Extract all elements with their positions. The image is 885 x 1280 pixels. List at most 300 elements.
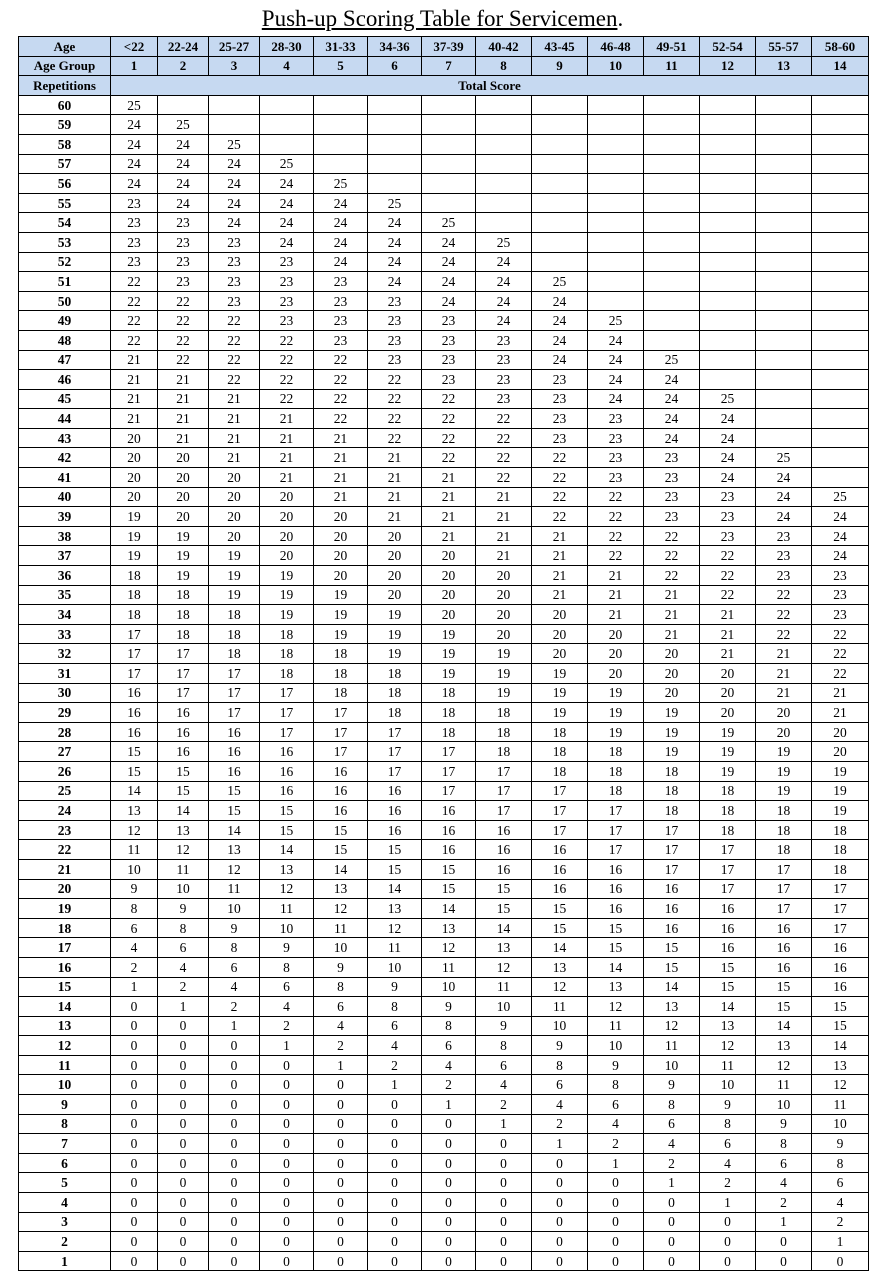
repetitions-cell: 27 bbox=[19, 742, 111, 762]
score-cell: 1 bbox=[111, 977, 158, 997]
score-cell: 16 bbox=[111, 703, 158, 723]
score-cell: 20 bbox=[260, 526, 314, 546]
score-cell: 20 bbox=[314, 507, 368, 527]
score-cell: 0 bbox=[158, 1055, 209, 1075]
score-cell: 15 bbox=[476, 899, 532, 919]
score-cell: 9 bbox=[756, 1114, 812, 1134]
score-cell: 0 bbox=[812, 1251, 869, 1271]
score-cell: 8 bbox=[476, 1036, 532, 1056]
score-cell: 18 bbox=[368, 683, 422, 703]
score-cell: 24 bbox=[476, 272, 532, 292]
score-cell: 24 bbox=[368, 272, 422, 292]
score-cell bbox=[756, 272, 812, 292]
score-cell: 20 bbox=[812, 722, 869, 742]
score-cell: 24 bbox=[644, 409, 700, 429]
table-row bbox=[19, 820, 869, 840]
score-cell: 11 bbox=[422, 957, 476, 977]
score-cell: 9 bbox=[314, 957, 368, 977]
score-cell: 6 bbox=[209, 957, 260, 977]
score-cell bbox=[756, 389, 812, 409]
repetitions-cell: 49 bbox=[19, 311, 111, 331]
score-cell: 8 bbox=[111, 899, 158, 919]
score-cell: 17 bbox=[158, 664, 209, 684]
score-cell: 17 bbox=[111, 644, 158, 664]
score-cell: 9 bbox=[111, 879, 158, 899]
score-cell: 0 bbox=[260, 1232, 314, 1252]
score-cell: 24 bbox=[532, 350, 588, 370]
score-cell bbox=[368, 174, 422, 194]
repetitions-cell: 2 bbox=[19, 1232, 111, 1252]
score-cell: 24 bbox=[422, 252, 476, 272]
score-cell: 24 bbox=[314, 232, 368, 252]
repetitions-cell: 4 bbox=[19, 1193, 111, 1213]
score-cell: 24 bbox=[588, 330, 644, 350]
score-cell: 17 bbox=[644, 840, 700, 860]
score-cell bbox=[476, 95, 532, 115]
score-cell bbox=[756, 350, 812, 370]
score-cell bbox=[812, 311, 869, 331]
score-cell bbox=[644, 252, 700, 272]
score-cell bbox=[812, 370, 869, 390]
score-cell: 1 bbox=[588, 1153, 644, 1173]
score-cell: 0 bbox=[368, 1251, 422, 1271]
score-cell: 17 bbox=[314, 742, 368, 762]
age-range-cell: 55-57 bbox=[756, 37, 812, 57]
score-cell: 20 bbox=[812, 742, 869, 762]
score-cell: 19 bbox=[422, 624, 476, 644]
age-group-cell: 11 bbox=[644, 56, 700, 76]
score-cell: 23 bbox=[532, 428, 588, 448]
score-cell bbox=[368, 95, 422, 115]
score-cell: 16 bbox=[644, 879, 700, 899]
score-cell bbox=[588, 213, 644, 233]
age-range-cell: 22-24 bbox=[158, 37, 209, 57]
score-cell: 11 bbox=[476, 977, 532, 997]
score-cell: 21 bbox=[700, 605, 756, 625]
score-cell: 25 bbox=[368, 193, 422, 213]
repetitions-cell: 5 bbox=[19, 1173, 111, 1193]
score-cell: 18 bbox=[644, 761, 700, 781]
repetitions-cell: 34 bbox=[19, 605, 111, 625]
score-cell: 4 bbox=[756, 1173, 812, 1193]
table-row bbox=[19, 1095, 869, 1115]
score-cell: 18 bbox=[812, 840, 869, 860]
score-cell: 0 bbox=[260, 1212, 314, 1232]
score-cell: 0 bbox=[476, 1232, 532, 1252]
age-group-cell: 13 bbox=[756, 56, 812, 76]
score-cell: 16 bbox=[812, 977, 869, 997]
score-cell: 24 bbox=[158, 193, 209, 213]
score-cell: 16 bbox=[588, 859, 644, 879]
score-cell: 0 bbox=[260, 1193, 314, 1213]
score-cell: 0 bbox=[260, 1134, 314, 1154]
score-cell: 17 bbox=[812, 918, 869, 938]
score-cell: 22 bbox=[111, 330, 158, 350]
score-cell: 16 bbox=[422, 820, 476, 840]
score-cell: 24 bbox=[812, 526, 869, 546]
score-cell bbox=[476, 115, 532, 135]
score-cell: 9 bbox=[812, 1134, 869, 1154]
score-cell: 25 bbox=[314, 174, 368, 194]
score-cell bbox=[644, 154, 700, 174]
score-cell: 0 bbox=[111, 997, 158, 1017]
table-row bbox=[19, 1193, 869, 1213]
score-cell bbox=[588, 174, 644, 194]
score-cell: 24 bbox=[700, 409, 756, 429]
score-cell: 1 bbox=[158, 997, 209, 1017]
score-cell: 24 bbox=[422, 232, 476, 252]
score-cell: 24 bbox=[314, 252, 368, 272]
score-cell: 15 bbox=[260, 820, 314, 840]
score-cell: 24 bbox=[588, 370, 644, 390]
score-cell: 6 bbox=[476, 1055, 532, 1075]
score-cell: 23 bbox=[476, 350, 532, 370]
score-cell: 12 bbox=[314, 899, 368, 919]
score-cell: 22 bbox=[158, 311, 209, 331]
score-cell: 23 bbox=[111, 252, 158, 272]
table-row bbox=[19, 644, 869, 664]
score-cell: 21 bbox=[111, 350, 158, 370]
score-cell: 22 bbox=[314, 389, 368, 409]
score-cell bbox=[260, 95, 314, 115]
score-cell: 20 bbox=[476, 605, 532, 625]
score-cell: 6 bbox=[700, 1134, 756, 1154]
score-cell: 15 bbox=[588, 938, 644, 958]
score-cell: 23 bbox=[812, 585, 869, 605]
score-cell: 17 bbox=[644, 859, 700, 879]
score-cell: 6 bbox=[756, 1153, 812, 1173]
score-cell: 0 bbox=[111, 1193, 158, 1213]
table-row bbox=[19, 605, 869, 625]
score-cell bbox=[588, 115, 644, 135]
score-cell: 0 bbox=[158, 1075, 209, 1095]
score-cell: 21 bbox=[756, 683, 812, 703]
score-cell: 18 bbox=[644, 781, 700, 801]
score-cell: 0 bbox=[158, 1232, 209, 1252]
score-cell: 21 bbox=[158, 389, 209, 409]
document-title bbox=[0, 4, 885, 34]
score-cell bbox=[700, 330, 756, 350]
score-cell: 25 bbox=[812, 487, 869, 507]
score-cell: 12 bbox=[812, 1075, 869, 1095]
score-cell: 0 bbox=[260, 1114, 314, 1134]
score-cell: 17 bbox=[756, 859, 812, 879]
score-cell: 4 bbox=[700, 1153, 756, 1173]
score-cell: 17 bbox=[588, 820, 644, 840]
score-cell: 13 bbox=[422, 918, 476, 938]
table-row bbox=[19, 938, 869, 958]
score-cell: 13 bbox=[588, 977, 644, 997]
score-cell: 15 bbox=[700, 977, 756, 997]
score-cell: 19 bbox=[422, 644, 476, 664]
score-cell: 20 bbox=[314, 546, 368, 566]
score-cell: 20 bbox=[158, 507, 209, 527]
score-cell: 16 bbox=[532, 879, 588, 899]
score-cell: 20 bbox=[422, 566, 476, 586]
score-cell bbox=[812, 291, 869, 311]
score-cell: 1 bbox=[700, 1193, 756, 1213]
score-cell: 19 bbox=[476, 683, 532, 703]
score-cell: 14 bbox=[700, 997, 756, 1017]
score-cell: 19 bbox=[260, 585, 314, 605]
age-group-cell: 5 bbox=[314, 56, 368, 76]
score-cell bbox=[812, 409, 869, 429]
score-cell: 9 bbox=[644, 1075, 700, 1095]
table-row bbox=[19, 232, 869, 252]
score-cell: 22 bbox=[209, 311, 260, 331]
score-cell: 21 bbox=[209, 428, 260, 448]
score-cell: 21 bbox=[588, 566, 644, 586]
score-cell: 0 bbox=[111, 1212, 158, 1232]
score-cell: 22 bbox=[158, 350, 209, 370]
score-cell: 23 bbox=[700, 487, 756, 507]
score-cell: 24 bbox=[422, 272, 476, 292]
score-cell: 0 bbox=[756, 1232, 812, 1252]
score-cell bbox=[812, 330, 869, 350]
table-row bbox=[19, 507, 869, 527]
score-cell: 0 bbox=[260, 1153, 314, 1173]
score-cell bbox=[756, 370, 812, 390]
score-cell: 22 bbox=[532, 448, 588, 468]
score-cell: 24 bbox=[158, 174, 209, 194]
score-cell: 23 bbox=[588, 409, 644, 429]
score-cell: 6 bbox=[588, 1095, 644, 1115]
repetitions-cell: 23 bbox=[19, 820, 111, 840]
score-cell bbox=[812, 468, 869, 488]
score-cell: 15 bbox=[368, 840, 422, 860]
score-cell: 22 bbox=[476, 448, 532, 468]
table-row bbox=[19, 899, 869, 919]
score-cell: 22 bbox=[588, 487, 644, 507]
score-cell: 19 bbox=[812, 801, 869, 821]
score-cell bbox=[209, 115, 260, 135]
score-cell: 0 bbox=[209, 1173, 260, 1193]
score-cell: 0 bbox=[422, 1134, 476, 1154]
score-cell: 19 bbox=[812, 781, 869, 801]
repetitions-cell: 9 bbox=[19, 1095, 111, 1115]
score-cell: 21 bbox=[532, 546, 588, 566]
score-cell: 6 bbox=[111, 918, 158, 938]
score-cell: 16 bbox=[158, 703, 209, 723]
score-cell bbox=[700, 291, 756, 311]
table-row bbox=[19, 722, 869, 742]
score-cell: 9 bbox=[260, 938, 314, 958]
repetitions-cell: 50 bbox=[19, 291, 111, 311]
score-cell: 18 bbox=[476, 703, 532, 723]
score-cell bbox=[812, 252, 869, 272]
score-cell bbox=[532, 252, 588, 272]
score-cell: 18 bbox=[588, 761, 644, 781]
score-cell: 0 bbox=[644, 1232, 700, 1252]
score-cell: 10 bbox=[644, 1055, 700, 1075]
score-cell: 25 bbox=[700, 389, 756, 409]
score-cell: 11 bbox=[111, 840, 158, 860]
repetitions-label: Repetitions bbox=[19, 76, 111, 96]
score-cell: 22 bbox=[756, 624, 812, 644]
score-cell: 19 bbox=[314, 605, 368, 625]
score-cell: 0 bbox=[314, 1251, 368, 1271]
score-cell: 20 bbox=[588, 624, 644, 644]
score-cell: 4 bbox=[422, 1055, 476, 1075]
score-cell: 13 bbox=[476, 938, 532, 958]
score-cell: 20 bbox=[368, 585, 422, 605]
age-group-cell: 14 bbox=[812, 56, 869, 76]
score-cell: 24 bbox=[260, 232, 314, 252]
score-cell: 18 bbox=[476, 722, 532, 742]
score-cell: 14 bbox=[588, 957, 644, 977]
score-cell: 21 bbox=[314, 428, 368, 448]
score-cell: 0 bbox=[111, 1036, 158, 1056]
score-cell: 15 bbox=[588, 918, 644, 938]
title-period: . bbox=[617, 6, 624, 31]
score-cell: 24 bbox=[111, 134, 158, 154]
table-row bbox=[19, 311, 869, 331]
score-cell: 2 bbox=[644, 1153, 700, 1173]
age-range-cell: 46-48 bbox=[588, 37, 644, 57]
score-cell: 0 bbox=[111, 1251, 158, 1271]
score-cell: 21 bbox=[756, 664, 812, 684]
score-cell: 8 bbox=[756, 1134, 812, 1154]
score-cell: 0 bbox=[209, 1095, 260, 1115]
age-label: Age bbox=[19, 37, 111, 57]
score-cell: 21 bbox=[158, 370, 209, 390]
repetitions-cell: 15 bbox=[19, 977, 111, 997]
score-cell: 22 bbox=[588, 507, 644, 527]
score-cell: 16 bbox=[700, 899, 756, 919]
score-cell: 8 bbox=[158, 918, 209, 938]
score-cell: 18 bbox=[260, 624, 314, 644]
score-cell bbox=[644, 272, 700, 292]
score-cell: 17 bbox=[260, 722, 314, 742]
score-cell: 14 bbox=[476, 918, 532, 938]
score-cell: 19 bbox=[644, 722, 700, 742]
score-cell: 16 bbox=[532, 859, 588, 879]
table-row bbox=[19, 703, 869, 723]
score-cell: 11 bbox=[700, 1055, 756, 1075]
table-row bbox=[19, 174, 869, 194]
score-cell: 10 bbox=[588, 1036, 644, 1056]
score-cell bbox=[422, 95, 476, 115]
score-cell: 0 bbox=[532, 1153, 588, 1173]
score-cell: 6 bbox=[812, 1173, 869, 1193]
repetitions-cell: 47 bbox=[19, 350, 111, 370]
score-cell: 8 bbox=[588, 1075, 644, 1095]
score-cell: 0 bbox=[532, 1193, 588, 1213]
score-cell: 19 bbox=[158, 546, 209, 566]
score-cell: 19 bbox=[756, 781, 812, 801]
score-cell: 20 bbox=[158, 468, 209, 488]
score-cell: 1 bbox=[260, 1036, 314, 1056]
score-cell: 6 bbox=[532, 1075, 588, 1095]
score-cell: 25 bbox=[588, 311, 644, 331]
score-cell: 22 bbox=[422, 428, 476, 448]
score-cell: 14 bbox=[756, 1016, 812, 1036]
score-cell: 9 bbox=[700, 1095, 756, 1115]
score-cell: 22 bbox=[314, 409, 368, 429]
score-cell: 17 bbox=[588, 801, 644, 821]
age-group-cell: 12 bbox=[700, 56, 756, 76]
table-row bbox=[19, 1153, 869, 1173]
score-cell: 15 bbox=[111, 761, 158, 781]
score-cell: 24 bbox=[812, 507, 869, 527]
score-cell: 6 bbox=[158, 938, 209, 958]
score-cell: 22 bbox=[532, 487, 588, 507]
score-cell: 17 bbox=[209, 683, 260, 703]
score-cell bbox=[700, 350, 756, 370]
score-cell: 12 bbox=[111, 820, 158, 840]
table-row bbox=[19, 585, 869, 605]
score-cell: 8 bbox=[314, 977, 368, 997]
score-cell: 18 bbox=[532, 761, 588, 781]
score-cell: 22 bbox=[700, 566, 756, 586]
score-cell: 20 bbox=[209, 526, 260, 546]
age-range-cell: 40-42 bbox=[476, 37, 532, 57]
score-cell: 16 bbox=[476, 840, 532, 860]
score-cell: 11 bbox=[644, 1036, 700, 1056]
score-cell: 20 bbox=[111, 448, 158, 468]
score-cell: 23 bbox=[314, 291, 368, 311]
score-cell: 16 bbox=[700, 938, 756, 958]
repetitions-cell: 19 bbox=[19, 899, 111, 919]
repetitions-cell: 28 bbox=[19, 722, 111, 742]
score-cell: 15 bbox=[700, 957, 756, 977]
score-cell: 23 bbox=[209, 291, 260, 311]
score-cell bbox=[532, 213, 588, 233]
age-group-cell: 8 bbox=[476, 56, 532, 76]
table-row bbox=[19, 95, 869, 115]
score-cell: 0 bbox=[209, 1055, 260, 1075]
repetitions-cell: 30 bbox=[19, 683, 111, 703]
score-cell: 13 bbox=[812, 1055, 869, 1075]
score-cell: 0 bbox=[209, 1036, 260, 1056]
score-cell: 22 bbox=[314, 370, 368, 390]
score-cell: 19 bbox=[260, 605, 314, 625]
score-cell: 23 bbox=[368, 291, 422, 311]
score-cell: 20 bbox=[314, 566, 368, 586]
age-group-cell: 9 bbox=[532, 56, 588, 76]
repetitions-cell: 18 bbox=[19, 918, 111, 938]
table-row bbox=[19, 1036, 869, 1056]
repetitions-cell: 37 bbox=[19, 546, 111, 566]
score-cell: 1 bbox=[209, 1016, 260, 1036]
repetitions-cell: 21 bbox=[19, 859, 111, 879]
score-cell: 12 bbox=[158, 840, 209, 860]
score-cell: 11 bbox=[756, 1075, 812, 1095]
score-cell bbox=[812, 272, 869, 292]
score-cell: 20 bbox=[368, 566, 422, 586]
table-row bbox=[19, 1232, 869, 1252]
score-cell: 18 bbox=[260, 644, 314, 664]
score-cell: 0 bbox=[368, 1212, 422, 1232]
score-cell: 17 bbox=[812, 879, 869, 899]
score-cell: 19 bbox=[644, 703, 700, 723]
score-cell bbox=[812, 232, 869, 252]
score-cell: 22 bbox=[111, 311, 158, 331]
score-cell: 12 bbox=[422, 938, 476, 958]
score-cell: 0 bbox=[314, 1232, 368, 1252]
score-cell: 17 bbox=[700, 840, 756, 860]
score-cell: 0 bbox=[368, 1153, 422, 1173]
score-cell: 0 bbox=[644, 1193, 700, 1213]
score-cell bbox=[644, 330, 700, 350]
score-cell: 21 bbox=[368, 468, 422, 488]
repetitions-cell: 12 bbox=[19, 1036, 111, 1056]
score-cell: 10 bbox=[158, 879, 209, 899]
score-cell: 23 bbox=[532, 370, 588, 390]
score-cell bbox=[422, 174, 476, 194]
score-cell: 18 bbox=[209, 644, 260, 664]
score-cell: 20 bbox=[756, 703, 812, 723]
